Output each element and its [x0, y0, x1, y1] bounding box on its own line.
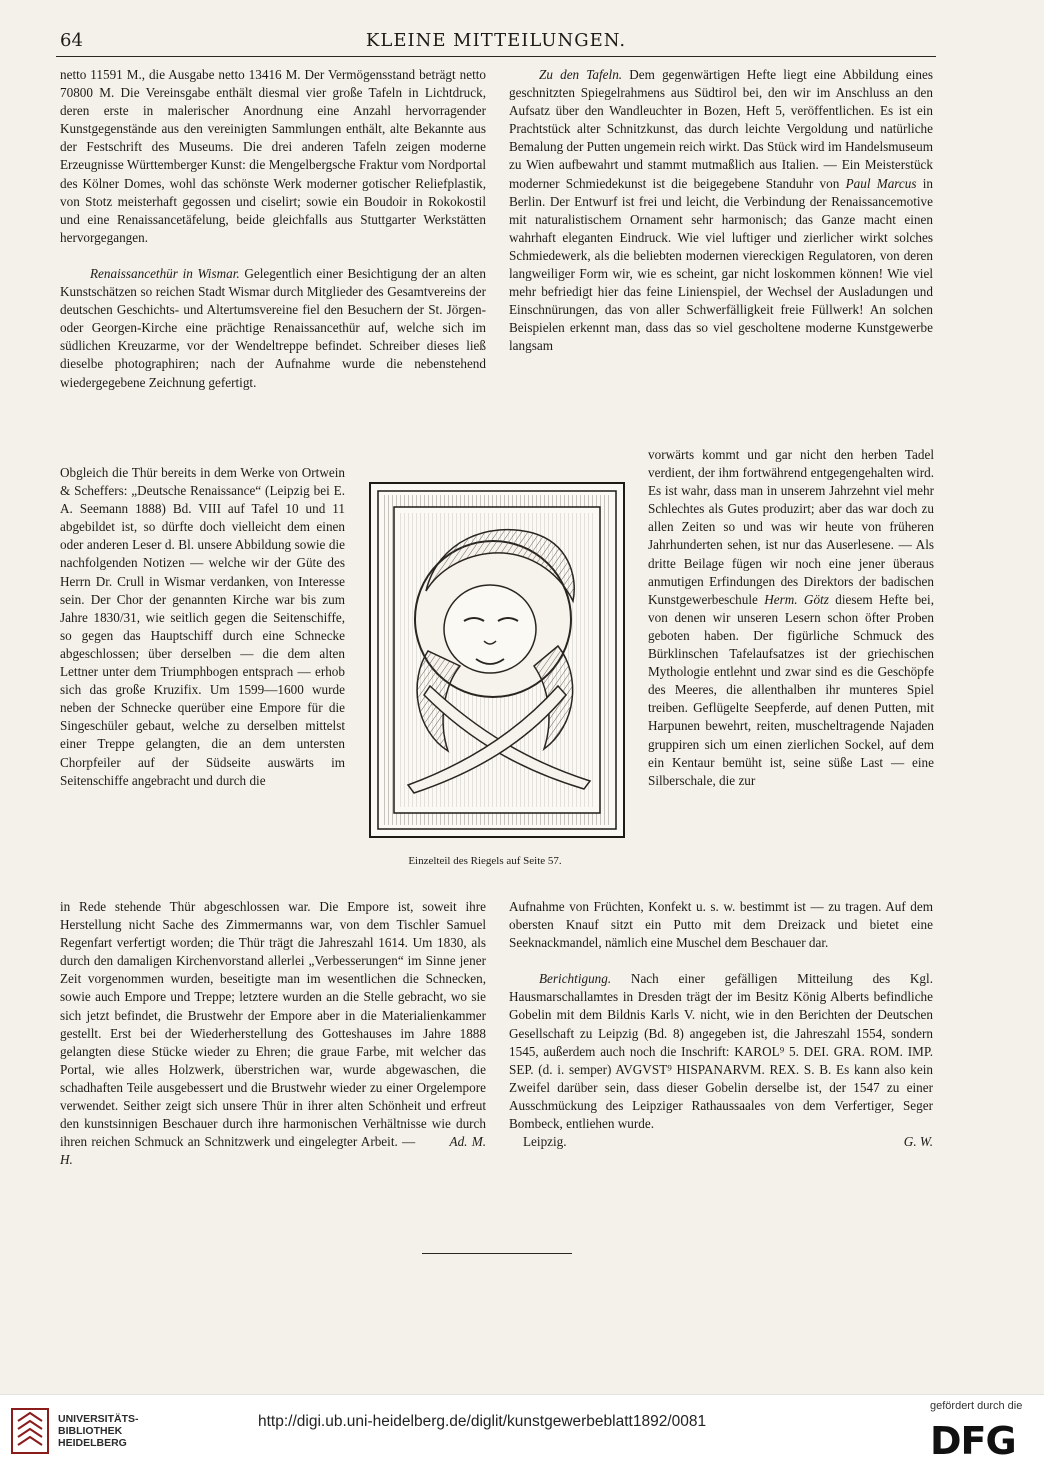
tafeln-wrap	[648, 446, 934, 790]
library-line-1: UNIVERSITÄTS-	[58, 1413, 139, 1425]
signature-g-w: G. W.	[903, 1134, 933, 1150]
tafeln-text-2: in Berlin. Der Entwurf ist frei und leicht, die Verbindung der Renaissancemotive mit naturalistischem Ornament sehr harmonisch; das Ganze macht einen wahrhaft eleganten Eindruck. Wie viel luftiger und zierlicher wirkt solches Schmiedewerk, als die beliebten modernen viereckigen Regulatoren, von deren langweiliger Form wir, wie es scheint, gar nicht loskommen können! Wie viel mehr befriedigt hier das feine Linienspiel, der Wechsel der Ausladungen und Einschnürungen, das von aller Schwerfälligkeit freie Füllwerk! An solchen Beispielen erkennt man, dass das so viel gescholtene moderne Kunstgewerbe langsam	[509, 175, 934, 354]
dfg-logo: DFG	[930, 1419, 1016, 1463]
university-library-logo-icon	[10, 1407, 50, 1455]
library-line-2: BIBLIOTHEK	[58, 1425, 123, 1437]
berichtigung-text: Nach einer gefälligen Mitteilung des Kgl. Hausmarschallamtes in Dresden trägt der im Besitz König Alberts befindliche Gobelin mit dem Bildnis Karls V. nicht, wie in den Berichten der Deutschen Gesellschaft zu Leipzig (Bd. 8) angegeben ist, die Jahreszahl 1554, sondern 1545, außerdem auch noch die Inschrift: KAROL⁹ 5. DEI. GRA. ROM. IMP. SEP. (d. i. semper) AVGVST⁹ HISPANARVM. REX. S. B. Es kann also kein Zweifel darüber sein, dass dieser Gobelin derselbe ist, der 1547 zu einer Ausschmückung des Leipziger Rathaussaales von dem Verfertiger, Seger Bombeck, entliehen wurde.	[509, 971, 933, 1132]
page-header	[56, 30, 936, 57]
wismar-wrap-text: Obgleich die Thür bereits in dem Werke von Ortwein & Scheffers: „Deutsche Renaissance“ (Leipzig bei E. A. Seemann 1888) Bd. VIII auf Tafel 10 und 11 abgebildet ist, so dürfte doch vielleicht dem einen oder anderen Leser d. Bl. unsere Abbildung sowie die nachfolgenden Notizen — welche wir der Güte des Herrn Dr. Crull in Wismar verdanken, von Interesse sein. Der Chor der genannten Kirche war bis zum Jahre 1830/31, wie seitlich gegen die Seitenschiffe, so gegen das Hauptschiff durch eine Schnecke abgeschlossen; über derselben — die dem alten Lettner unter dem Triumphbogen entsprach — erhob sich das große Kruzifix. Um 1599—1600 wurde neben der Schnecke querüber eine Empore für die Singeschüler gebaut, welche zu derselben mittelst einer Treppe gelangten, die an dem untersten Chorpfeiler auf der Südseite auswärts im Seitenschiffe angebracht und durch die	[60, 465, 345, 788]
university-library-name	[58, 1413, 139, 1449]
right-wrap-text	[648, 446, 934, 790]
permalink-url[interactable]: http://digi.ub.uni-heidelberg.de/diglit/kunstgewerbeblatt1892/0081	[258, 1413, 707, 1430]
signature-ad-m-h: Ad. M. H.	[60, 1134, 487, 1168]
carved-panel-drawing	[368, 481, 626, 839]
paragraph-zu-den-tafeln	[509, 66, 933, 356]
place-leipzig: Leipzig.	[523, 1134, 567, 1150]
left-column	[60, 66, 486, 392]
page-number: 64	[60, 30, 83, 51]
right-column	[509, 66, 933, 356]
left-column-lower	[60, 898, 486, 1169]
tafeln-text: Dem gegenwärtigen Hefte liegt eine Abbildung eines geschnitzten Spiegelrahmens aus Südtirol bei, den wir im Anschluss an den Aufsatz über den Wandleuchter in Bozen, Heft 5, veröffentlichen. Es ist ein Prachtstück alter Schnitzkunst, das durch leichte Vergoldung und natürliche Bemalung der Putten ungemein reich wirkt. Das Stück wird im Handelsmuseum zu Wien aufbewahrt und stammt mutmaßlich aus Italien. — Ein Meisterstück moderner Schmiedekunst ist die beigegebene Standuhr von	[509, 67, 933, 191]
paragraph-museum-report: netto 11591 M., die Ausgabe netto 13416 M. Der Vermögensstand beträgt netto 70800 M. Die Vereinsgabe enthält diesmal vier große Tafeln in Lichtdruck, deren erste in malerischer Anordnung eine Anzahl hervorragender Kunstgegenstände aus den vereinigten Sammlungen enthält, alte Bekannte aus der Festschrift des Museums. Die drei anderen Tafeln zeigen moderne Erzeugnisse Württemberger Kunst: die Mengelbergsche Fraktur vom Nordportal des Kölner Domes, wohl das schönste Werk moderner gotischer Reliefplastik, von Stotz meisterhaft gegossen und ciselirt; sowie ein Boudoir in Rokokostil und eine Renaissancetäfelung, beide gleichfalls aus Stuttgarter Werkstätten hervorgegangen.	[60, 67, 486, 245]
section-title-tafeln: Zu den Tafeln.	[539, 67, 623, 82]
right-column-lower	[509, 898, 933, 1151]
tafeln-wrap-text-2: diesem Hefte bei, von denen wir unseren Lesern schon öfter Proben geboten haben. Der figürliche Schmuck des Bürklinschen Tafelaufsatzes ist der griechischen Mythologie entlehnt und zwar sind es die Geschöpfe des Meeres, die allenthalben ihr munteres Spiel treiben. Geflügelte Seepferde, auf denen Putten, mit Harpunen bewehrt, reiten, muscheltragende Najaden gruppiren sich um einen zierlichen Sockel, auf dem ein Kentaur bemüht ist, seine süße Last — eine Silberschale, die zur	[648, 591, 934, 788]
paragraph-berichtigung	[509, 970, 933, 1133]
signature-line	[509, 1133, 933, 1151]
wismar-intro-text: Gelegentlich einer Besichtigung der an alten Kunstschätzen so reichen Stadt Wismar durch Mitglieder des Gesamtvereins der deutschen Geschichts- und Altertumsvereine fiel den Besuchern der St. Jörgen- oder Georgen-Kirche eine prächtige Renaissancethür auf, welche sich im südlichen Kreuzarme, vor der Wendeltreppe befindet. Schreiber dieses ließ dieselbe photographiren; nach der Aufnahme wurde die nebenstehend wiedergegebene Zeichnung gefertigt.	[60, 265, 487, 390]
figure-caption: Einzelteil des Riegels auf Seite 57.	[408, 855, 562, 867]
section-title-berichtigung: Berichtigung.	[539, 971, 612, 987]
wismar-continuation	[60, 898, 486, 1169]
tafeln-continuation: Aufnahme von Früchten, Konfekt u. s. w. bestimmt ist — zu tragen. Auf dem obersten Knauf sitzt ein Putto mit dem Dreizack und bietet eine Seeknackmandel, nämlich eine Muschel dem Beschauer dar.	[509, 899, 933, 951]
library-line-3: HEIDELBERG	[58, 1437, 127, 1449]
section-title-wismar: Renaissancethür in Wismar.	[90, 265, 240, 281]
wismar-continuation-text: in Rede stehende Thür abgeschlossen war. Die Empore ist, soweit ihre Herstellung nicht Sache des Zimmermanns war, von dem Tischler Samuel Regenfart verfertigt worden; die Thür trägt die Jahreszahl 1614. Um 1830, als durch den damaligen Kirchenvorstand allerlei „Verbesserungen“ im Sinne jener Zeit vorgenommen wurden, beseitigte man im wesentlichen die Schnecken, sowie auch Empore und Treppe; letztere wurden an die Stelle gebracht, wo sie sich jetzt befindet, die Brustwehr der Empore aber in die Materialienkammer gestellt. Erst bei der Wiederherstellung des Gotteshauses im Jahre 1888 gelangten diese Stücke wieder zu Ehren; die graue Farbe, mit welcher das Portal, wie alles Holzwerk, überstrichen war, wurde abgewaschen, die schadhaften Teile ausgebessert und die Brustwehr wieder zu einer Orgelempore verwendet. Seither zeigt sich unsere Thür in ihrer alten Schönheit und erfreut den kunstsinnigen Beschauer durch ihre harmonischen Verhältnisse wie durch ihren reichen Schmuck an Schnitzwerk und eingelegter Arbeit. —	[60, 899, 486, 1150]
paragraph-wismar-intro	[60, 265, 486, 392]
carved-panel-illustration	[368, 481, 626, 839]
tafeln-wrap-text: vorwärts kommt und gar nicht den herben Tadel verdient, der ihm fortwährend entgegengehalten wird. Es ist wahr, dass man in unserem Jahrzehnt viel mehr Schlechtes als Gutes produzirt; aber das war doch zu allen Zeiten so und was wir heute von früheren Jahrhunderten sehen, ist nur das Auserlesene. — Als dritte Beilage fügen wir noch eine jener überaus anmutigen Erfindungen des Direktors der badischen Kunstgewerbeschule	[648, 447, 934, 607]
name-paul-marcus: Paul Marcus	[845, 175, 917, 191]
running-title: KLEINE MITTEILUNGEN.	[365, 30, 627, 51]
end-rule	[422, 1253, 572, 1254]
left-wrap-text	[60, 464, 345, 790]
digitization-footer	[0, 1394, 1044, 1468]
funding-label: gefördert durch die	[930, 1400, 1023, 1412]
name-herm-goetz: Herm. Götz	[764, 591, 829, 607]
